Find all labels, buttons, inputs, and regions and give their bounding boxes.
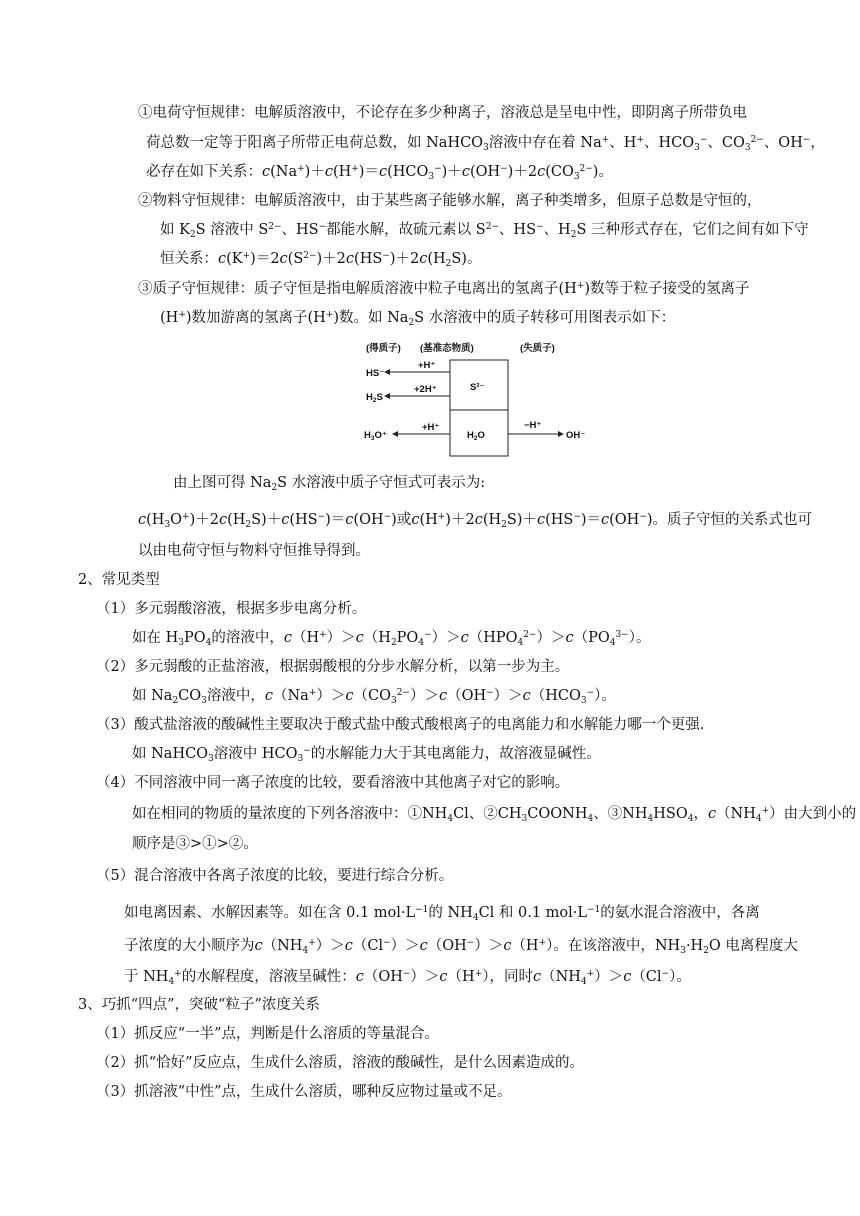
text: （CO <box>353 688 391 704</box>
type-3-title: （3）酸式盐溶液的酸碱性主要取决于酸式盐中酸式酸根离子的电离能力和水解能力哪一个更强. <box>96 717 705 733</box>
text: （Cl <box>352 938 384 954</box>
text: 的溶液中， <box>211 630 284 646</box>
sup: 3− <box>615 630 629 641</box>
text: （HPO <box>468 630 518 646</box>
text: ， <box>810 135 825 151</box>
result-intro-line <box>173 473 485 493</box>
proton-rule-line-2 <box>160 308 675 328</box>
text: )＋2 <box>507 164 538 180</box>
sub: 2 <box>445 259 452 270</box>
text: 如 Na <box>132 688 173 704</box>
text: S)＋ <box>251 512 282 528</box>
sup: + <box>601 135 610 146</box>
sub: 4 <box>472 913 479 924</box>
sup: + <box>319 630 327 641</box>
sub: 3 <box>521 814 528 825</box>
c-symbol: c <box>532 969 542 985</box>
sub: 4 <box>609 638 616 649</box>
text: )。质子守恒的关系式也可 <box>646 512 813 528</box>
sub: 2 <box>189 230 196 241</box>
c-symbol: c <box>345 688 354 704</box>
text: （OH <box>447 688 487 704</box>
c-symbol: c <box>262 164 271 180</box>
text: (HS <box>289 512 318 528</box>
sup: + <box>586 969 595 980</box>
sup: − <box>466 938 475 949</box>
c-symbol: c <box>474 512 483 528</box>
sub: 3 <box>483 143 489 154</box>
text: )＝ <box>325 512 346 528</box>
text: 如在相同的物质的量浓度的下列各溶液中：①NH <box>132 806 448 822</box>
text: (H <box>332 164 352 180</box>
sub: 4 <box>580 977 587 988</box>
type-1-title: （1）多元弱酸溶液，根据多步电离分析。 <box>96 601 367 617</box>
sup: 2− <box>579 164 593 175</box>
sup: − <box>317 512 326 523</box>
sup: + <box>636 135 644 146</box>
c-symbol: c <box>439 969 448 985</box>
sub: 4 <box>755 814 762 825</box>
text: (H <box>227 512 246 528</box>
text: ③质子守恒规律：质子守恒是指电解质溶液中粒子电离出的氢离子(H <box>138 281 577 297</box>
text: PO <box>396 630 419 646</box>
c-symbol: c <box>345 251 355 267</box>
type-2-example <box>132 686 616 706</box>
text: HSO <box>653 806 688 822</box>
text: ）＞ <box>326 630 356 646</box>
text: (H <box>419 512 438 528</box>
c-symbol: c <box>345 512 354 528</box>
text: ·H <box>685 938 704 954</box>
sup: + <box>761 806 770 817</box>
sub: 4 <box>587 814 594 825</box>
sup: 2− <box>485 222 499 233</box>
sup: 2− <box>396 688 410 699</box>
sub: 3 <box>201 696 207 707</box>
type-3-example <box>132 744 601 764</box>
sub: 2 <box>245 520 252 531</box>
text: （PO <box>573 630 610 646</box>
sup: + <box>474 969 483 980</box>
sub: 3 <box>573 172 580 183</box>
text: Cl、②CH <box>453 806 522 822</box>
material-rule-line-2 <box>160 220 808 240</box>
result-conclusion-line: 以由电荷守恒与物料守恒推导得到。 <box>138 543 370 559</box>
text: O 电离程度大 <box>708 938 798 954</box>
arrow-label-plus-h: +H⁺ <box>418 360 436 371</box>
sup: −1 <box>587 905 601 916</box>
sub: 4 <box>647 814 654 825</box>
sup: − <box>318 222 327 233</box>
sup: − <box>661 969 670 980</box>
arrowhead <box>558 431 564 437</box>
text: （H <box>291 630 320 646</box>
text: (H <box>482 512 502 528</box>
text: ）。 <box>594 688 616 704</box>
arrow-label-plus-2h: +2H⁺ <box>414 384 437 395</box>
c-symbol: c <box>461 164 470 180</box>
text: （NH <box>262 938 303 954</box>
type-5-line-2 <box>124 936 798 956</box>
text: S 溶液中 S <box>195 222 269 238</box>
h2s-label: $H_2S$ <box>366 392 383 404</box>
text: ）＞ <box>315 938 345 954</box>
text: 的氨水混合溶液中，各离 <box>600 905 760 921</box>
s2-ion-label: S²⁻ <box>470 382 485 393</box>
type-5-line-1 <box>124 903 760 923</box>
header-gain-proton: (得质子) <box>366 343 401 354</box>
text: 、③NH <box>593 806 648 822</box>
type-5-title: （5）混合溶液中各离子浓度的比较，要进行综合分析。 <box>96 868 454 884</box>
text: 的 NH <box>428 905 473 921</box>
text: （Na <box>273 688 309 704</box>
text: ）。在该溶液中，NH <box>546 938 681 954</box>
text: (H <box>160 310 179 326</box>
oh-label: OH⁻ <box>566 430 586 441</box>
arrowhead <box>384 393 390 399</box>
charge-rule-line-2 <box>146 133 825 153</box>
sub: 3 <box>580 696 587 707</box>
text: S)＋ <box>506 512 537 528</box>
sub: 3 <box>208 754 214 765</box>
c-symbol: c <box>218 251 227 267</box>
text: 、H <box>609 135 637 151</box>
charge-rule-line-1: ①电荷守恒规律：电解质溶液中，不论存在多少种离子，溶液总是呈电中性，即阴离子所带负电 <box>138 105 747 121</box>
text: ）。 <box>669 969 691 985</box>
c-symbol: c <box>601 512 610 528</box>
type-4-order: 顺序是③>①>②。 <box>132 836 258 852</box>
text: 如 NaHCO <box>132 746 209 762</box>
text: 如电离因素、水解因素等。如在含 0.1 mol·L <box>124 905 416 921</box>
sup: + <box>174 969 182 980</box>
text: (OH <box>469 164 501 180</box>
sub: 4 <box>205 638 212 649</box>
sub: 3 <box>694 143 700 154</box>
header-reference: (基准态物质) <box>420 343 474 354</box>
sup: 2− <box>523 630 537 641</box>
text: ）＞ <box>536 630 566 646</box>
sup: 2− <box>750 135 764 146</box>
text: (K <box>226 251 243 267</box>
c-symbol: c <box>324 164 333 180</box>
text: )＋ <box>304 164 325 180</box>
sup: + <box>308 938 316 949</box>
c-symbol: c <box>503 938 512 954</box>
sup: + <box>297 164 305 175</box>
text: （Cl <box>631 969 662 985</box>
c-symbol: c <box>419 251 428 267</box>
arrowhead <box>384 369 390 375</box>
point-1: （1）抓反应“一半”点，判断是什么溶质的等量混合。 <box>96 1026 440 1042</box>
text: （OH <box>427 938 467 954</box>
text: 恒关系： <box>160 251 218 267</box>
text: （HCO <box>530 688 581 704</box>
sup: − <box>573 512 581 523</box>
text: （NH <box>541 969 581 985</box>
text: 都能水解，故硫元素以 S <box>326 222 486 238</box>
text: ）。 <box>628 630 651 646</box>
sup: − <box>586 688 595 699</box>
sub: 3 <box>164 520 171 531</box>
text: ）＞ <box>409 688 439 704</box>
sup: − <box>303 746 311 757</box>
text: )＝2 <box>250 251 280 267</box>
sub: 4 <box>168 977 175 988</box>
material-rule-line-1: ②物料守恒规律：电解质溶液中，由于某些离子能够水解，离子种类增多，但原子总数是守恒的， <box>138 193 762 209</box>
c-symbol: c <box>565 630 574 646</box>
c-symbol: c <box>344 938 353 954</box>
text: Cl 和 0.1 mol·L <box>478 905 588 921</box>
sub: 2 <box>501 520 507 531</box>
type-5-line-3 <box>124 967 691 987</box>
text: (HS <box>354 251 383 267</box>
text: （H <box>363 630 391 646</box>
text: 于 NH <box>124 969 169 985</box>
text: ）＞ <box>493 688 523 704</box>
text: )＋2 <box>389 251 420 267</box>
text: 子浓度的大小顺序为 <box>124 938 255 954</box>
c-symbol: c <box>218 512 228 528</box>
text: )。 <box>592 164 613 180</box>
text: 、CO <box>707 135 745 151</box>
text: S 水溶液中的质子转移可用图表示如下： <box>414 310 676 326</box>
header-lose-proton: (失质子) <box>520 343 555 354</box>
sub: 2 <box>172 696 179 707</box>
text: 如 K <box>160 222 190 238</box>
text: 、HCO <box>643 135 695 151</box>
sub: 2 <box>408 318 415 329</box>
type-2-title: （2）多元弱酸的正盐溶液，根据弱酸根的分步水解分析，以第一步为主。 <box>96 659 570 675</box>
text: CO <box>178 688 202 704</box>
text: 的水解程度，溶液呈碱性： <box>181 969 356 985</box>
sup: + <box>576 281 585 292</box>
section-3-heading: 3、巧抓“四点”，突破“粒子”浓度关系 <box>78 997 320 1013</box>
sup: + <box>538 938 547 949</box>
text: ）由大到小的 <box>769 806 857 822</box>
sub: 3 <box>680 946 686 957</box>
text: O <box>170 512 183 528</box>
point-2: （2）抓“恰好”反应点，生成什么溶质，溶液的酸碱性，是什么因素造成的。 <box>96 1055 585 1071</box>
sup: − <box>486 688 494 699</box>
text: 、HS <box>498 222 537 238</box>
sup: + <box>325 310 334 321</box>
text: S 三种形式存在，它们之间有如下守 <box>576 222 809 238</box>
proton-rule-line-1 <box>138 279 750 299</box>
c-symbol: c <box>411 512 420 528</box>
text: (Na <box>270 164 298 180</box>
text: ）＞ <box>390 938 420 954</box>
material-rule-line-3 <box>160 249 481 269</box>
text: ）＞ <box>594 969 624 985</box>
sup: − <box>424 630 432 641</box>
sup: − <box>434 164 442 175</box>
text: )＋2 <box>316 251 346 267</box>
c-symbol: c <box>419 938 428 954</box>
text: 由上图可得 Na <box>173 475 272 491</box>
sub: 2 <box>271 483 278 494</box>
text: (H <box>427 251 446 267</box>
sub: 4 <box>418 638 425 649</box>
sub: 2 <box>390 638 397 649</box>
text: （NH <box>716 806 756 822</box>
text: 溶液中 HCO <box>213 746 298 762</box>
text: )＝ <box>358 164 379 180</box>
sup: 2− <box>268 222 282 233</box>
text: 必存在如下关系： <box>146 164 262 180</box>
sup: −1 <box>415 905 429 916</box>
text: 溶液中存在着 Na <box>488 135 602 151</box>
sup: + <box>437 512 446 523</box>
text: PO <box>183 630 206 646</box>
text: )＝ <box>580 512 602 528</box>
text: (CO <box>545 164 574 180</box>
c-symbol: c <box>355 630 364 646</box>
text: (S <box>287 251 304 267</box>
text: )数。如 Na <box>333 310 409 326</box>
sup: − <box>536 222 544 233</box>
sub: 3 <box>178 638 184 649</box>
c-symbol: c <box>623 969 632 985</box>
text: 的水解能力大于其电离能力，故溶液显碱性。 <box>310 746 601 762</box>
text: (HCO <box>387 164 429 180</box>
text: )数加游离的氢离子(H <box>185 310 326 326</box>
sup: − <box>500 164 508 175</box>
sup: − <box>699 135 708 146</box>
text: ），同时 <box>482 969 533 985</box>
text: 、HS <box>281 222 319 238</box>
text: ）＞ <box>410 969 440 985</box>
c-symbol: c <box>279 251 288 267</box>
c-symbol: c <box>254 938 263 954</box>
type-4-example <box>132 804 856 824</box>
text: )＋2 <box>189 512 219 528</box>
sup: − <box>639 512 647 523</box>
c-symbol: c <box>522 688 531 704</box>
text: )或 <box>391 512 412 528</box>
sub: 3 <box>744 143 751 154</box>
text: )数等于粒子接受的氢离子 <box>584 281 750 297</box>
sup: − <box>383 938 391 949</box>
sup: + <box>351 164 359 175</box>
sub: 3 <box>297 754 304 765</box>
sub: 3 <box>428 172 435 183</box>
sup: 2− <box>303 251 317 262</box>
c-symbol: c <box>460 630 469 646</box>
text: 、H <box>543 222 571 238</box>
text: 、OH <box>763 135 803 151</box>
sub: 4 <box>517 638 524 649</box>
point-3: （3）抓溶液“中性”点，生成什么溶质，哪种反应物过量或不足。 <box>96 1084 512 1100</box>
proton-balance-equation <box>138 510 812 530</box>
sub: 2 <box>703 946 709 957</box>
text: (H <box>146 512 165 528</box>
sub: 3 <box>390 696 397 707</box>
arrow-label-plus-h-2: +H⁺ <box>422 422 440 433</box>
text: （H <box>511 938 539 954</box>
c-symbol: c <box>536 512 546 528</box>
text: 如在 H <box>132 630 179 646</box>
type-1-example <box>132 628 650 648</box>
text: S)。 <box>451 251 482 267</box>
c-symbol: c <box>138 512 147 528</box>
h2o-label: $H_2O$ <box>467 430 485 442</box>
section-2-heading: 2、常见类型 <box>78 572 160 588</box>
sup: + <box>182 512 190 523</box>
sup: + <box>242 251 251 262</box>
text: )＋ <box>441 164 462 180</box>
c-symbol: c <box>438 688 448 704</box>
sub: 4 <box>687 814 694 825</box>
text: )＋2 <box>445 512 475 528</box>
sup: − <box>382 251 390 262</box>
text: （OH <box>363 969 403 985</box>
c-symbol: c <box>707 806 717 822</box>
sub: 4 <box>447 814 454 825</box>
text: S 水溶液中质子守恒式可表示为: <box>277 475 486 491</box>
c-symbol: c <box>264 688 273 704</box>
c-symbol: c <box>355 969 364 985</box>
text: (HS <box>545 512 574 528</box>
text: ）＞ <box>431 630 461 646</box>
hs-label: HS⁻ <box>366 368 385 379</box>
c-symbol: c <box>537 164 546 180</box>
arrowhead <box>392 431 398 437</box>
text: 荷总数一定等于阳离子所带正电荷总数，如 NaHCO <box>146 135 484 151</box>
type-4-title: （4）不同溶液中同一离子浓度的比较，要看溶液中其他离子对它的影响。 <box>96 775 570 791</box>
sub: 4 <box>302 946 309 957</box>
text: ）＞ <box>316 688 346 704</box>
text: （H <box>447 969 475 985</box>
h3o-label: $H_3O^+$ <box>364 430 387 442</box>
text: ）＞ <box>474 938 504 954</box>
proton-transfer-diagram <box>362 338 592 458</box>
c-symbol: c <box>281 512 290 528</box>
sup: − <box>383 512 392 523</box>
text: 溶液中， <box>206 688 265 704</box>
c-symbol: c <box>378 164 388 180</box>
sup: − <box>402 969 411 980</box>
text: (OH <box>609 512 640 528</box>
text: COONH <box>527 806 588 822</box>
sup: + <box>178 310 186 321</box>
charge-rule-line-3 <box>146 162 613 182</box>
c-symbol: c <box>283 630 292 646</box>
text: ， <box>693 806 708 822</box>
sup: + <box>308 688 317 699</box>
sup: − <box>802 135 811 146</box>
sub: 2 <box>570 230 577 241</box>
text: (OH <box>353 512 384 528</box>
arrow-label-minus-h: −H⁺ <box>524 420 542 431</box>
